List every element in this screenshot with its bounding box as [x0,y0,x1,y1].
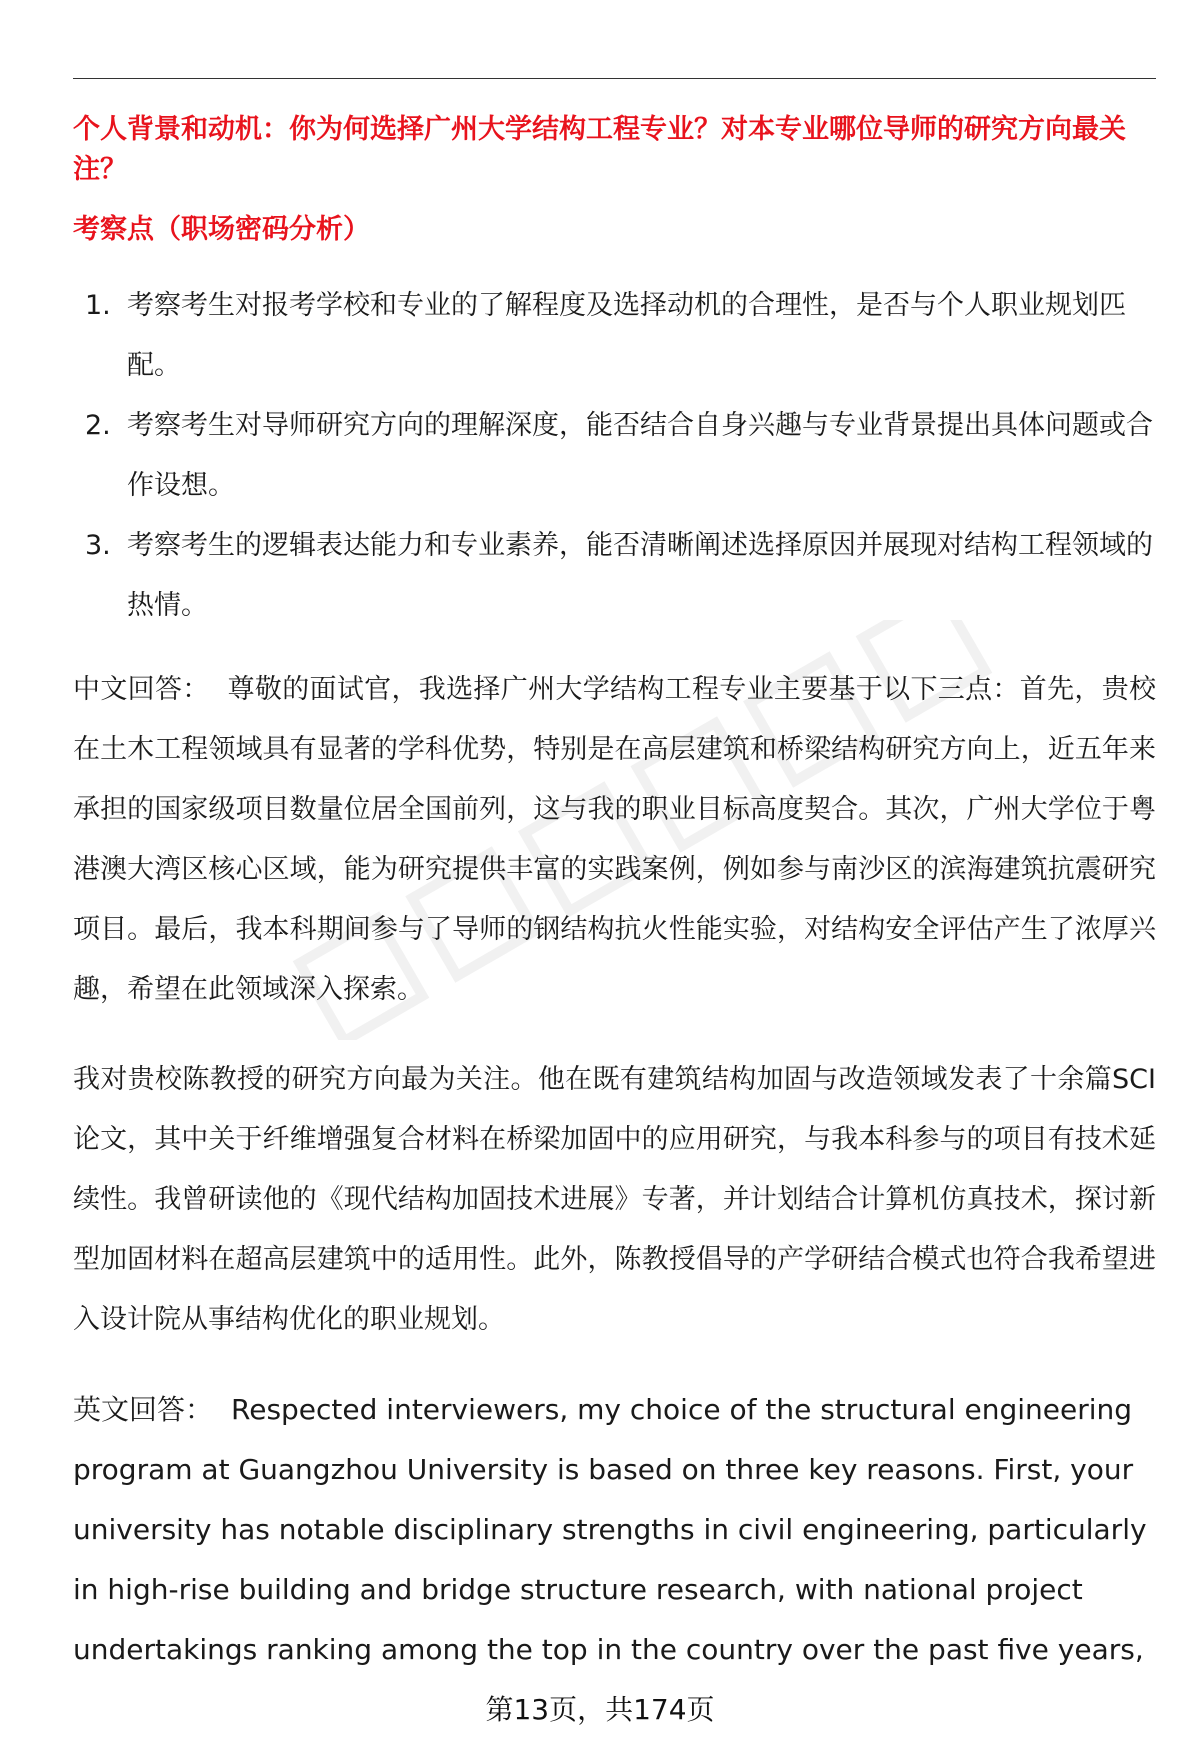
list-item-number: 2. [85,410,111,441]
section-title: 考察点（职场密码分析） [73,214,370,245]
chinese-answer-label: 中文回答： [73,674,210,705]
english-answer-text: Respected interviewers, my choice of the structural engineering program at Guangzhou University is based on three key reasons. First, your university has notable disciplinary strengths in civil engineering, particularly in high-rise building and bridge structure research, with national project undertakings ranking among the top in the country over the past five years, [73,1393,1147,1666]
chinese-answer-paragraph-2: 我对贵校陈教授的研究方向最为关注。他在既有建筑结构加固与改造领域发表了十余篇SCI论文，其中关于纤维增强复合材料在桥梁加固中的应用研究，与我本科参与的项目有技术延续性。我曾研读他的《现代结构加固技术进展》专著，并计划结合计算机仿真技术，探讨新型加固材料在超高层建筑中的适用性。此外，陈教授倡导的产学研结合模式也符合我希望进入设计院从事结构优化的职业规划。 [73,1064,1156,1335]
list-item [73,276,1156,396]
chinese-answer-paragraph [73,660,1156,1020]
page-number-footer: 第13页，共174页 [0,1690,1200,1730]
list-item-number: 1. [85,290,111,321]
question-heading: 个人背景和动机：你为何选择广州大学结构工程专业？对本专业哪位导师的研究方向最关注？ [73,114,1126,185]
assessment-points-list [73,276,1156,636]
list-item-number: 3. [85,530,111,561]
chinese-answer-text-1: 尊敬的面试官，我选择广州大学结构工程专业主要基于以下三点：首先，贵校在土木工程领域具有显著的学科优势，特别是在高层建筑和桥梁结构研究方向上，近五年来承担的国家级项目数量位居全国前列，这与我的职业目标高度契合。其次，广州大学位于粤港澳大湾区核心区域，能为研究提供丰富的实践案例，例如参与南沙区的滨海建筑抗震研究项目。最后，我本科期间参与了导师的钢结构抗火性能实验，对结构安全评估产生了浓厚兴趣，希望在此领域深入探索。 [73,674,1157,1005]
english-answer-label: 英文回答： [73,1393,214,1426]
list-item [73,396,1156,516]
list-item-text: 考察考生的逻辑表达能力和专业素养，能否清晰阐述选择原因并展现对结构工程领域的热情。 [127,530,1153,621]
list-item-text: 考察考生对导师研究方向的理解深度，能否结合自身兴趣与专业背景提出具体问题或合作设想。 [127,410,1153,501]
document-content [73,110,1156,1680]
english-answer-paragraph [73,1380,1156,1680]
header-rule [73,78,1156,79]
list-item [73,516,1156,636]
list-item-text: 考察考生对报考学校和专业的了解程度及选择动机的合理性，是否与个人职业规划匹配。 [127,290,1126,381]
